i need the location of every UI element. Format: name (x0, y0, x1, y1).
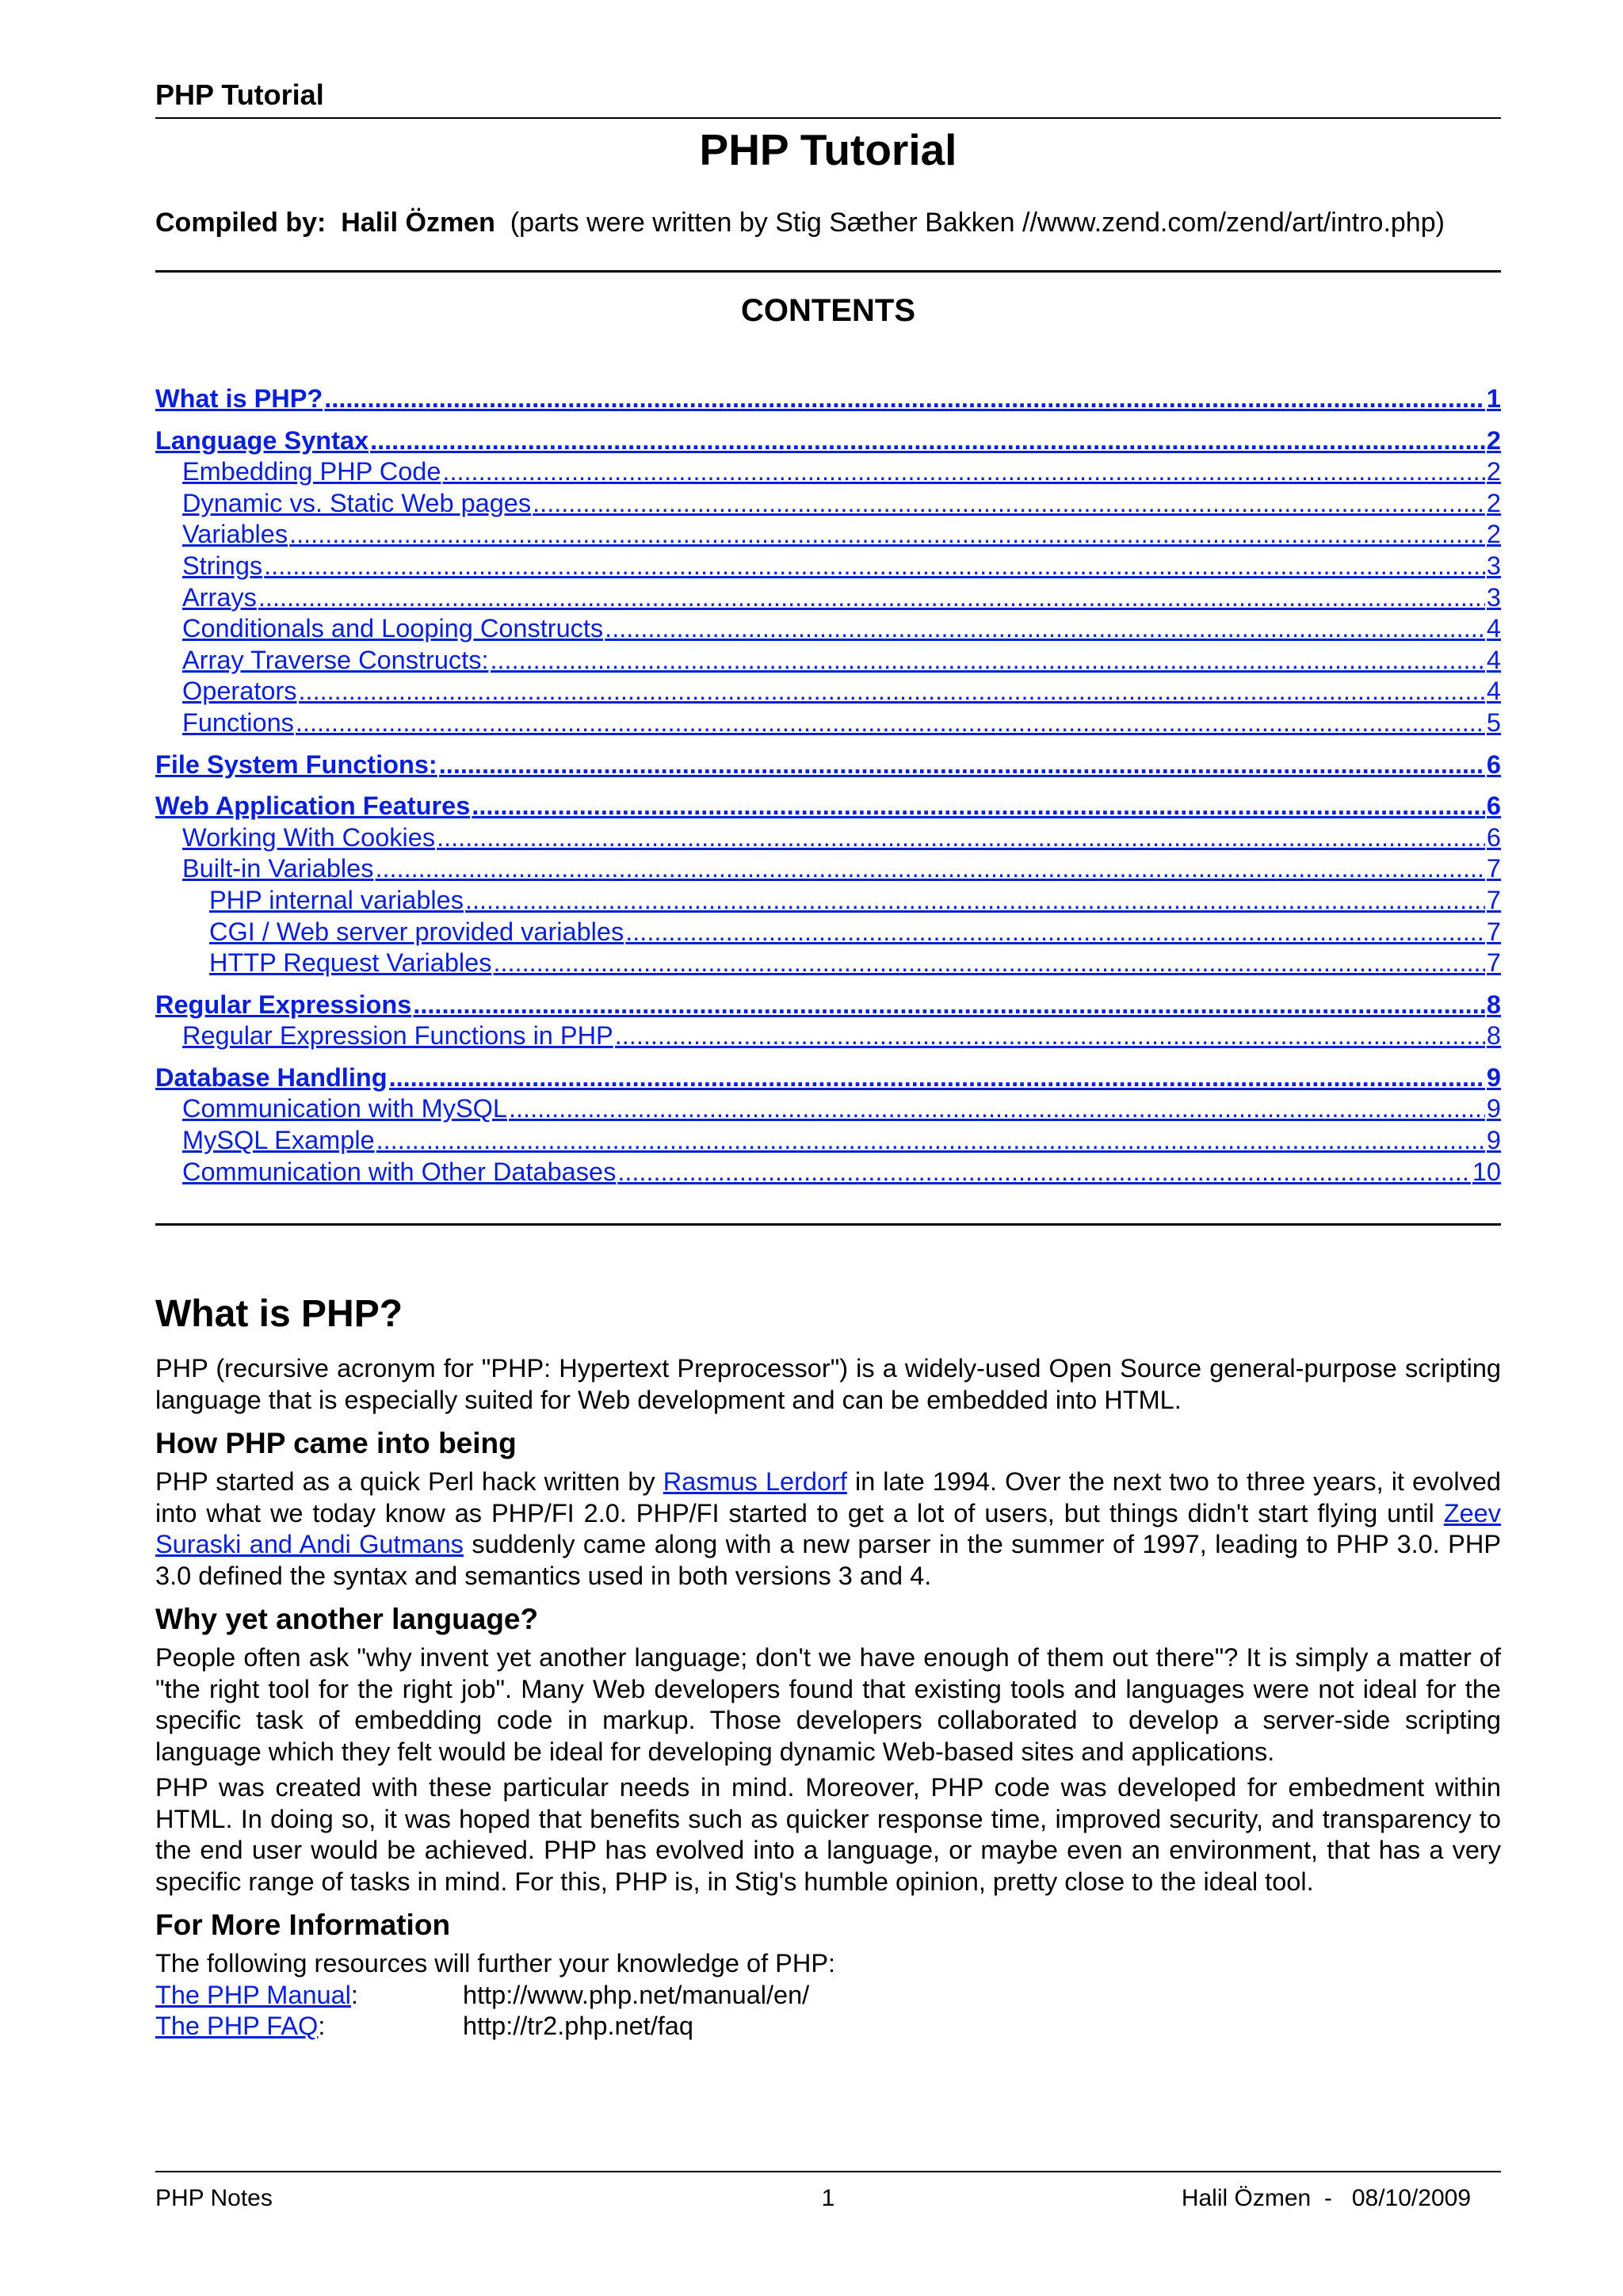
toc-entry-page: 6 (1486, 791, 1501, 821)
compiled-note: (parts were written by Stig Sæther Bakken //www.zend.com/zend/art/intro.php) (510, 208, 1445, 238)
toc-entry-label: Built-in Variables (182, 854, 374, 883)
toc-entry[interactable] (155, 582, 1501, 614)
compiled-label: Compiled by: (155, 208, 327, 238)
toc-entry[interactable] (155, 488, 1501, 520)
section-heading: What is PHP? (155, 1293, 403, 1335)
toc-entry-page: 7 (1486, 854, 1501, 883)
toc-entry-label: What is PHP? (155, 384, 323, 413)
running-header: PHP Tutorial (155, 76, 1501, 119)
toc-entry-label: Dynamic vs. Static Web pages (182, 488, 532, 517)
resource-label-cell: The PHP Manual: (155, 1980, 358, 2009)
toc-entry-page: 1 (1486, 384, 1501, 413)
resource-label-cell: The PHP FAQ: (155, 2012, 326, 2040)
toc-dot-leader (439, 749, 1485, 781)
toc-entry-page: 2 (1486, 488, 1501, 517)
toc-entry[interactable] (155, 1062, 1501, 1094)
main-content (155, 1290, 1501, 2042)
toc-dot-leader (264, 551, 1485, 582)
more-info-heading: For More Information (155, 1909, 451, 1941)
toc-entry-label: Embedding PHP Code (182, 457, 441, 486)
toc-dot-leader (324, 383, 1485, 415)
toc-entry-page: 7 (1486, 885, 1501, 914)
toc-entry-label: Conditionals and Looping Constructs (182, 614, 604, 643)
toc-entry-page: 2 (1486, 520, 1501, 549)
compiled-by-line (155, 204, 1501, 241)
table-of-contents (155, 383, 1501, 1188)
history-text-b: in late 1994. Over the next two to three years, it evolved into what we today know as PHP/FI 2.0. PHP/FI started to get a lot of users, but things didn't start flying until (155, 1467, 1502, 1527)
toc-entry[interactable] (155, 1020, 1501, 1052)
toc-entry[interactable] (155, 822, 1501, 854)
toc-entry-label: CGI / Web server provided variables (209, 917, 624, 946)
toc-entry-label: PHP internal variables (209, 885, 464, 914)
toc-entry[interactable] (155, 749, 1501, 781)
toc-entry[interactable] (155, 551, 1501, 582)
toc-dot-leader (509, 1093, 1485, 1125)
page-footer (155, 2171, 1501, 2211)
toc-entry-page: 10 (1472, 1157, 1501, 1186)
toc-entry-page: 4 (1486, 645, 1501, 674)
why-paragraph-1: People often ask "why invent yet another language; don't we have enough of them out there"? It is simply a matter of "the right tool for the right job". Many Web developers found that existing tools and languages were not ideal for the specific task of embedding code in markup. Those developers collaborated to develop a server-side scripting language which they felt would be ideal for developing dynamic Web-based sites and applications. (155, 1643, 1501, 1766)
toc-dot-leader (289, 519, 1485, 551)
toc-dot-leader (605, 613, 1485, 645)
toc-entry[interactable] (155, 676, 1501, 707)
toc-dot-leader (442, 456, 1485, 488)
toc-dot-leader (533, 488, 1485, 520)
history-text-a: PHP started as a quick Perl hack written by (155, 1467, 663, 1496)
toc-dot-leader (437, 822, 1485, 854)
toc-entry[interactable] (155, 613, 1501, 645)
toc-entry-label: Variables (182, 520, 288, 549)
toc-entry-page: 2 (1486, 457, 1501, 486)
toc-dot-leader (258, 582, 1485, 614)
rasmus-lerdorf-link[interactable]: Rasmus Lerdorf (663, 1467, 847, 1496)
toc-entry-page: 8 (1486, 990, 1501, 1019)
toc-entry-label: Web Application Features (155, 791, 471, 821)
toc-entry[interactable] (155, 990, 1501, 1021)
toc-entry[interactable] (155, 853, 1501, 885)
toc-entry-label: Arrays (182, 582, 257, 612)
toc-entry-label: Regular Expression Functions in PHP (182, 1021, 613, 1051)
toc-entry-page: 7 (1486, 917, 1501, 946)
history-heading: How PHP came into being (155, 1427, 517, 1459)
history-text-c: suddenly came along with a new parser in the summer of 1997, leading to PHP 3.0. PHP 3.0 defined the syntax and semantics used in both versions 3 and 4. (155, 1530, 1502, 1590)
toc-entry-label: Communication with MySQL (182, 1094, 507, 1123)
footer-right: Halil Özmen - 08/10/2009 (1181, 2185, 1471, 2211)
resource-row (155, 2011, 1501, 2042)
php-manual-url: http://www.php.net/manual/en/ (463, 1980, 810, 2009)
toc-dot-leader (389, 1062, 1485, 1094)
toc-entry-page: 2 (1486, 425, 1501, 455)
resource-row (155, 1980, 1501, 2012)
toc-entry[interactable] (155, 885, 1501, 917)
why-heading: Why yet another language? (155, 1603, 539, 1635)
toc-entry[interactable] (155, 1157, 1501, 1188)
divider-bottom (155, 1223, 1501, 1226)
toc-dot-leader (299, 676, 1485, 707)
toc-entry-label: Working With Cookies (182, 822, 436, 852)
toc-entry-label: MySQL Example (182, 1126, 375, 1155)
toc-dot-leader (370, 425, 1485, 457)
page-number: 1 (821, 2185, 835, 2211)
contents-heading: CONTENTS (741, 293, 915, 328)
author-name: Halil Özmen (341, 208, 495, 238)
toc-entry[interactable] (155, 791, 1501, 822)
toc-entry-page: 6 (1486, 749, 1501, 779)
php-faq-link[interactable]: The PHP FAQ (155, 2012, 319, 2040)
toc-entry[interactable] (155, 917, 1501, 948)
toc-entry[interactable] (155, 645, 1501, 677)
toc-dot-leader (465, 885, 1485, 917)
toc-entry-page: 4 (1486, 677, 1501, 706)
toc-entry-page: 9 (1486, 1126, 1501, 1155)
toc-entry-label: HTTP Request Variables (209, 948, 492, 978)
footer-left: PHP Notes (155, 2185, 273, 2211)
toc-entry-label: Database Handling (155, 1062, 388, 1092)
toc-entry-page: 3 (1486, 551, 1501, 580)
toc-entry-label: Operators (182, 677, 297, 706)
toc-dot-leader (491, 645, 1485, 677)
toc-entry-label: Strings (182, 551, 263, 580)
toc-entry[interactable] (155, 425, 1501, 457)
php-manual-link[interactable]: The PHP Manual (155, 1980, 351, 2009)
toc-dot-leader (472, 791, 1485, 822)
toc-dot-leader (375, 853, 1484, 885)
more-info-intro: The following resources will further your knowledge of PHP: (155, 1949, 836, 1978)
page-title: PHP Tutorial (699, 125, 957, 174)
toc-entry-label: Array Traverse Constructs: (182, 645, 489, 674)
why-paragraph-2: PHP was created with these particular needs in mind. Moreover, PHP code was developed for embedment within HTML. In doing so, it was hoped that benefits such as quicker response time, improved security, and transparency to the end user would be achieved. PHP has evolved into a language, or maybe even an environment, that has a very specific range of tasks in mind. For this, PHP is, in Stig's humble opinion, pretty close to the ideal tool. (155, 1773, 1501, 1896)
divider-top (155, 270, 1501, 273)
toc-dot-leader (296, 707, 1485, 739)
toc-dot-leader (625, 917, 1485, 948)
toc-entry-page: 3 (1486, 582, 1501, 612)
toc-entry[interactable] (155, 1125, 1501, 1157)
toc-dot-leader (615, 1020, 1485, 1052)
toc-entry[interactable] (155, 707, 1501, 739)
toc-entry-page: 6 (1486, 822, 1501, 852)
toc-entry-label: Communication with Other Databases (182, 1157, 617, 1186)
toc-entry-label: File System Functions: (155, 749, 437, 779)
toc-entry-label: Regular Expressions (155, 990, 412, 1019)
toc-dot-leader (413, 990, 1485, 1021)
history-paragraph (155, 1466, 1501, 1592)
toc-dot-leader (376, 1125, 1485, 1157)
toc-entry-label: Functions (182, 707, 294, 737)
php-faq-url: http://tr2.php.net/faq (463, 2012, 693, 2040)
toc-entry[interactable] (155, 1093, 1501, 1125)
zeev-andi-link[interactable]: Zeev Suraski and Andi Gutmans (155, 1498, 1501, 1558)
toc-dot-leader (493, 948, 1484, 979)
toc-dot-leader (617, 1157, 1471, 1188)
toc-entry-page: 4 (1486, 614, 1501, 643)
toc-entry-label: Language Syntax (155, 425, 369, 455)
toc-entry[interactable] (155, 383, 1501, 415)
toc-entry-page: 7 (1486, 948, 1501, 978)
toc-entry[interactable] (155, 948, 1501, 979)
toc-entry[interactable] (155, 519, 1501, 551)
toc-entry-page: 8 (1486, 1021, 1501, 1051)
toc-entry[interactable] (155, 456, 1501, 488)
toc-entry-page: 9 (1486, 1094, 1501, 1123)
intro-paragraph: PHP (recursive acronym for "PHP: Hypertext Preprocessor") is a widely-used Open Source general-purpose scripting language that is especially suited for Web development and can be embedded into HTML. (155, 1354, 1501, 1414)
toc-entry-page: 5 (1486, 707, 1501, 737)
toc-entry-page: 9 (1486, 1062, 1501, 1092)
